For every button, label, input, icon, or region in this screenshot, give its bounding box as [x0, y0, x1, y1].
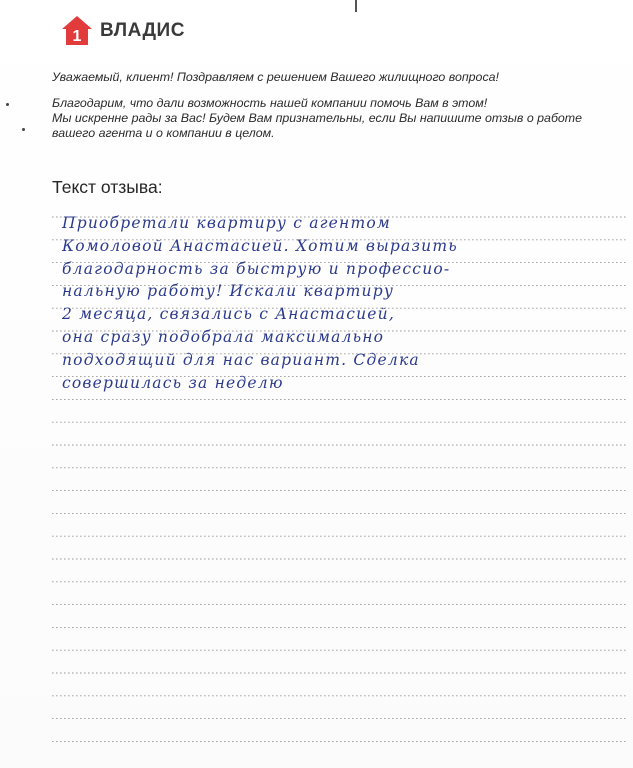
intro-request: Мы искренне рады за Вас! Будем Вам признательны, если Вы напишите отзыв о работе [52, 111, 583, 125]
review-title: Текст отзыва: [52, 177, 163, 197]
handwritten-line: совершилась за неделю [62, 373, 284, 392]
intro-request-end: вашего агента и о компании в целом. [52, 126, 275, 140]
handwritten-line: она сразу подобрала максимально [62, 328, 385, 346]
brand-name: ВЛАДИС [100, 20, 185, 41]
handwritten-line: благодарность за быструю и профессио- [62, 259, 451, 278]
intro-thanks: Благодарим, что дали возможность нашей компании помочь Вам в этом! [52, 96, 488, 110]
handwritten-line: Приобретали квартиру с агентом [62, 214, 391, 232]
intro-greeting: Уважаемый, клиент! Поздравляем с решением Вашего жилищного вопроса! [52, 70, 499, 84]
logo-digit: 1 [72, 28, 82, 45]
handwritten-line: 2 месяца, связались с Анастасией, [62, 305, 395, 324]
handwritten-line: нальную работу! Искали квартиру [62, 282, 395, 301]
handwritten-line: Комоловой Анастасией. Хотим выразить [62, 236, 458, 255]
handwritten-line: подходящий для нас вариант. Сделка [62, 350, 420, 369]
